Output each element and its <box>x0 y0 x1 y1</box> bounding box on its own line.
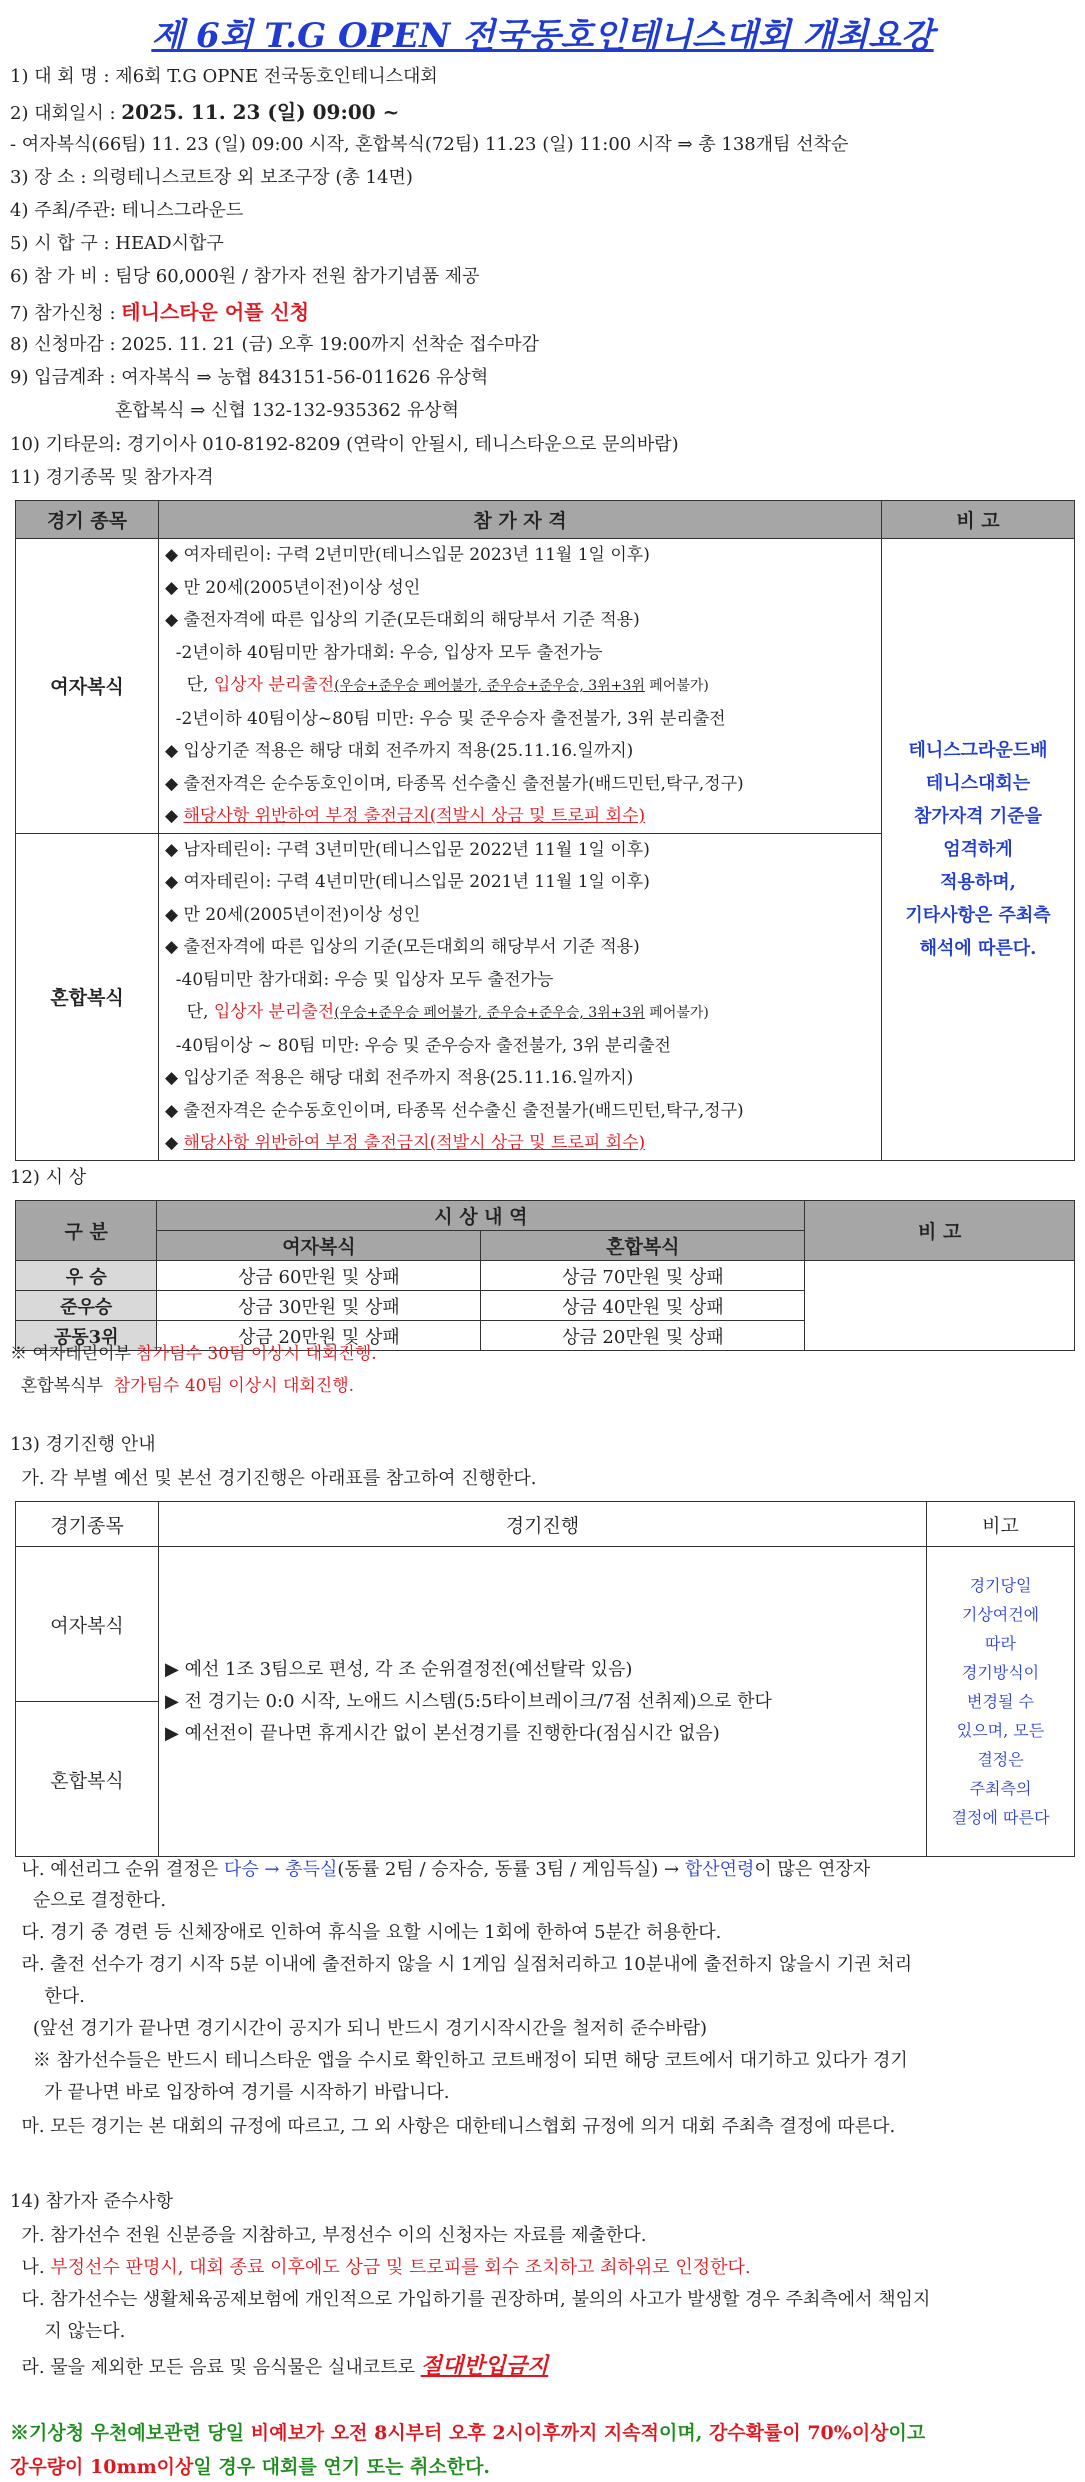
prize-row-label: 준우승 <box>16 1291 157 1321</box>
proc-ra-1: 라. 출전 선수가 경기 시작 5분 이내에 출전하지 않을 시 1게임 실점처리하고 10분내에 출전하지 않을시 기권 처리 <box>10 1954 913 1975</box>
section-11-heading: 11) 경기종목 및 참가자격 <box>10 467 214 488</box>
qual-mixed-cell <box>159 833 882 1160</box>
proc-sub: 가. 각 부별 예선 및 본선 경기진행은 아래표를 참고하여 진행한다. <box>10 1468 537 1489</box>
women-q1: ◆ 여자테린이: 구력 2년미만(테니스입문 2023년 11월 1일 이후) <box>165 545 650 565</box>
proc-header-proc: 경기진행 <box>159 1502 927 1547</box>
event-account-2: 혼합복식 ⇒ 신협 132-132-935362 유상혁 <box>115 400 460 421</box>
proc-na: 나. 예선리그 순위 결정은 다승 → 총득실(동률 2팀 / 승자승, 동률 3팀 / 게임득실) → 합산연령이 많은 연장자 <box>10 1859 871 1880</box>
event-contact: 10) 기타문의: 경기이사 010-8192-8209 (연락이 안될시, 테니스타운으로 문의바람) <box>10 434 679 455</box>
qual-header-note: 비 고 <box>882 501 1075 539</box>
prize-row-label: 공동3위 <box>16 1321 157 1351</box>
women-q5: 단, 입상자 분리출전(우승+준우승 페어불가, 준우승+준우승, 3위+3위 페어불가) <box>165 675 709 695</box>
prize-note-2: 혼합복식부 참가팀수 40팀 이상시 대회진행. <box>10 1376 355 1396</box>
women-q2: ◆ 만 20세(2005년이전)이상 성인 <box>165 577 421 598</box>
prize-cell: 상금 20만원 및 상패 <box>157 1321 481 1351</box>
proc-header-event: 경기종목 <box>16 1502 159 1547</box>
prize-cell: 상금 40만원 및 상패 <box>481 1291 805 1321</box>
proc-note: 경기당일 기상여건에 따라 경기방식이 변경될 수 있으며, 모든 결정은 주최측의 결정에 따른다 <box>927 1547 1075 1857</box>
women-q7: ◆ 입상기준 적용은 해당 대회 전주까지 적용(25.11.16.일까지) <box>165 741 634 761</box>
mixed-q7: -40팀이상 ~ 80팀 미만: 우승 및 준우승자 출전불가, 3위 분리출전 <box>165 1035 671 1056</box>
event-date: 2) 대회일시 : 2025. 11. 23 (일) 09:00 ~ <box>10 100 400 124</box>
proc-event-mixed: 혼합복식 <box>16 1702 159 1857</box>
mixed-q5: -40팀미만 참가대회: 우승 및 입상자 모두 출전가능 <box>165 969 554 990</box>
proc-ma: 마. 모든 경기는 본 대회의 규정에 따르고, 그 외 사항은 대한테니스협회 규정에 의거 대회 주최측 결정에 따른다. <box>10 2116 896 2137</box>
prize-header-detail: 시 상 내 역 <box>157 1201 805 1231</box>
proc-cell: ▶ 예선 1조 3팀으로 편성, 각 조 순위결정전(예선탈락 있음) ▶ 전 경기는 0:0 시작, 노애드 시스템(5:5타이브레이크/7점 선취제)으로 한다 ▶ 예선전이 끝나면 휴게시간 없이 본선경기를 진행한다(점심시간 없음) <box>159 1547 927 1857</box>
rules-na: 나. 부정선수 판명시, 대회 종료 이후에도 상금 및 트로피를 회수 조치하고 최하위로 인정한다. <box>10 2257 751 2278</box>
mixed-q3: ◆ 만 20세(2005년이전)이상 성인 <box>165 904 421 925</box>
prize-note-cell <box>805 1261 1075 1351</box>
prize-cell: 상금 60만원 및 상패 <box>157 1261 481 1291</box>
qual-note: 테니스그라운드배 테니스대회는 참가자격 기준을 엄격하게 적용하며, 기타사항은 주최측 해석에 따른다. <box>882 539 1075 1161</box>
event-apply: 7) 참가신청 : 테니스타운 어플 신청 <box>10 300 310 324</box>
section-14-heading: 14) 참가자 준수사항 <box>10 2191 174 2212</box>
women-q6: -2년이하 40팀이상~80팀 미만: 우승 및 준우승자 출전불가, 3위 분리출전 <box>165 708 726 729</box>
women-q3: ◆ 출전자격에 따른 입상의 기준(모든대회의 해당부서 기준 적용) <box>165 610 640 630</box>
section-12-heading: 12) 시 상 <box>10 1167 87 1188</box>
rules-ga: 가. 참가선수 전원 신분증을 지참하고, 부정선수 이의 신청자는 자료를 제출한다. <box>10 2225 647 2246</box>
proc-ra-5: 가 끝나면 바로 입장하여 경기를 시작하기 바랍니다. <box>10 2082 450 2103</box>
rules-da-1: 다. 참가선수는 생활체육공제보험에 개인적으로 가입하기를 권장하며, 불의의 사고가 발생할 경우 주최측에서 책임지 <box>10 2289 931 2310</box>
prize-table <box>15 1200 1075 1351</box>
mixed-q10: ◆ 해당사항 위반하여 부정 출전금지(적발시 상금 및 트로피 회수) <box>165 1133 646 1153</box>
event-name: 1) 대 회 명 : 제6회 T.G OPNE 전국동호인테니스대회 <box>10 66 438 87</box>
event-deadline: 8) 신청마감 : 2025. 11. 21 (금) 오후 19:00까지 선착순 접수마감 <box>10 334 539 355</box>
mixed-q9: ◆ 출전자격은 순수동호인이며, 타종목 선수출신 출전불가(배드민턴,탁구,정구) <box>165 1100 744 1121</box>
qual-women-cell <box>159 539 882 834</box>
mixed-q1: ◆ 남자테린이: 구력 3년미만(테니스입문 2022년 11월 1일 이후) <box>165 839 650 860</box>
women-q9: ◆ 해당사항 위반하여 부정 출전금지(적발시 상금 및 트로피 회수) <box>165 806 646 826</box>
proc-ra-2: 한다. <box>10 1986 85 2007</box>
prize-cell: 상금 20만원 및 상패 <box>481 1321 805 1351</box>
proc-ra-3: (앞선 경기가 끝나면 경기시간이 공지가 되니 반드시 경기시작시간을 철저히 준수바람) <box>10 2018 708 2039</box>
prize-cell: 상금 70만원 및 상패 <box>481 1261 805 1291</box>
section-13-heading: 13) 경기진행 안내 <box>10 1434 156 1455</box>
event-ball: 5) 시 합 구 : HEAD시합구 <box>10 233 224 254</box>
event-venue: 3) 장 소 : 의령테니스코트장 외 보조구장 (총 14면) <box>10 167 413 188</box>
mixed-q8: ◆ 입상기준 적용은 해당 대회 전주까지 적용(25.11.16.일까지) <box>165 1068 634 1088</box>
qual-header-qual: 참 가 자 격 <box>159 501 882 539</box>
prize-header-women: 여자복식 <box>157 1231 481 1261</box>
rules-da-2: 지 않는다. <box>10 2321 126 2342</box>
prize-header-mixed: 혼합복식 <box>481 1231 805 1261</box>
event-host: 4) 주최/주관: 테니스그라운드 <box>10 200 244 221</box>
page-title: 제 6회 T.G OPEN 전국동호인테니스대회 개최요강 <box>151 16 934 56</box>
proc-event-women: 여자복식 <box>16 1547 159 1702</box>
event-account-1: 9) 입금계좌 : 여자복식 ⇒ 농협 843151-56-011626 유상혁 <box>10 367 489 388</box>
prize-cell: 상금 30만원 및 상패 <box>157 1291 481 1321</box>
procedure-table <box>15 1501 1075 1857</box>
qual-header-event: 경기 종목 <box>16 501 159 539</box>
mixed-q2: ◆ 여자테린이: 구력 4년미만(테니스입문 2021년 11월 1일 이후) <box>165 872 650 892</box>
mixed-q6: 단, 입상자 분리출전(우승+준우승 페어불가, 준우승+준우승, 3위+3위 페어불가) <box>165 1002 709 1022</box>
qual-event-mixed: 혼합복식 <box>16 833 159 1160</box>
weather-notice-1: ※기상청 우천예보관련 당일 비예보가 오전 8시부터 오후 2시이후까지 지속적이며, 강수확률이 70%이상이고 <box>10 2422 926 2444</box>
prize-header-div: 구 분 <box>16 1201 157 1261</box>
qual-event-women: 여자복식 <box>16 539 159 834</box>
weather-notice-2: 강우량이 10mm이상일 경우 대회를 연기 또는 취소한다. <box>10 2456 491 2478</box>
rules-ra: 라. 물을 제외한 모든 음료 및 음식물은 실내코트로 절대반입금지 <box>10 2353 549 2379</box>
event-schedule: - 여자복식(66팀) 11. 23 (일) 09:00 시작, 혼합복식(72팀) 11.23 (일) 11:00 시작 ⇒ 총 138개팀 선착순 <box>10 134 849 155</box>
prize-header-note: 비 고 <box>805 1201 1075 1261</box>
prize-note-1: ※ 여자테린이부 참가팀수 30팀 이상시 대회진행. <box>10 1344 377 1364</box>
mixed-q4: ◆ 출전자격에 따른 입상의 기준(모든대회의 해당부서 기준 적용) <box>165 937 640 957</box>
qualification-table <box>15 500 1075 1161</box>
prize-row-label: 우 승 <box>16 1261 157 1291</box>
proc-ra-4: ※ 참가선수들은 반드시 테니스타운 앱을 수시로 확인하고 코트배정이 되면 해당 코트에서 대기하고 있다가 경기 <box>10 2050 908 2071</box>
women-q8: ◆ 출전자격은 순수동호인이며, 타종목 선수출신 출전불가(배드민턴,탁구,정구) <box>165 773 744 794</box>
proc-na-2: 순으로 결정한다. <box>10 1890 167 1911</box>
women-q4: -2년이하 40팀미만 참가대회: 우승, 입상자 모두 출전가능 <box>165 642 603 663</box>
proc-header-note: 비고 <box>927 1502 1075 1547</box>
event-fee: 6) 참 가 비 : 팀당 60,000원 / 참가자 전원 참가기념품 제공 <box>10 266 480 287</box>
proc-da: 다. 경기 중 경련 등 신체장애로 인하여 휴식을 요할 시에는 1회에 한하여 5분간 허용한다. <box>10 1922 722 1943</box>
